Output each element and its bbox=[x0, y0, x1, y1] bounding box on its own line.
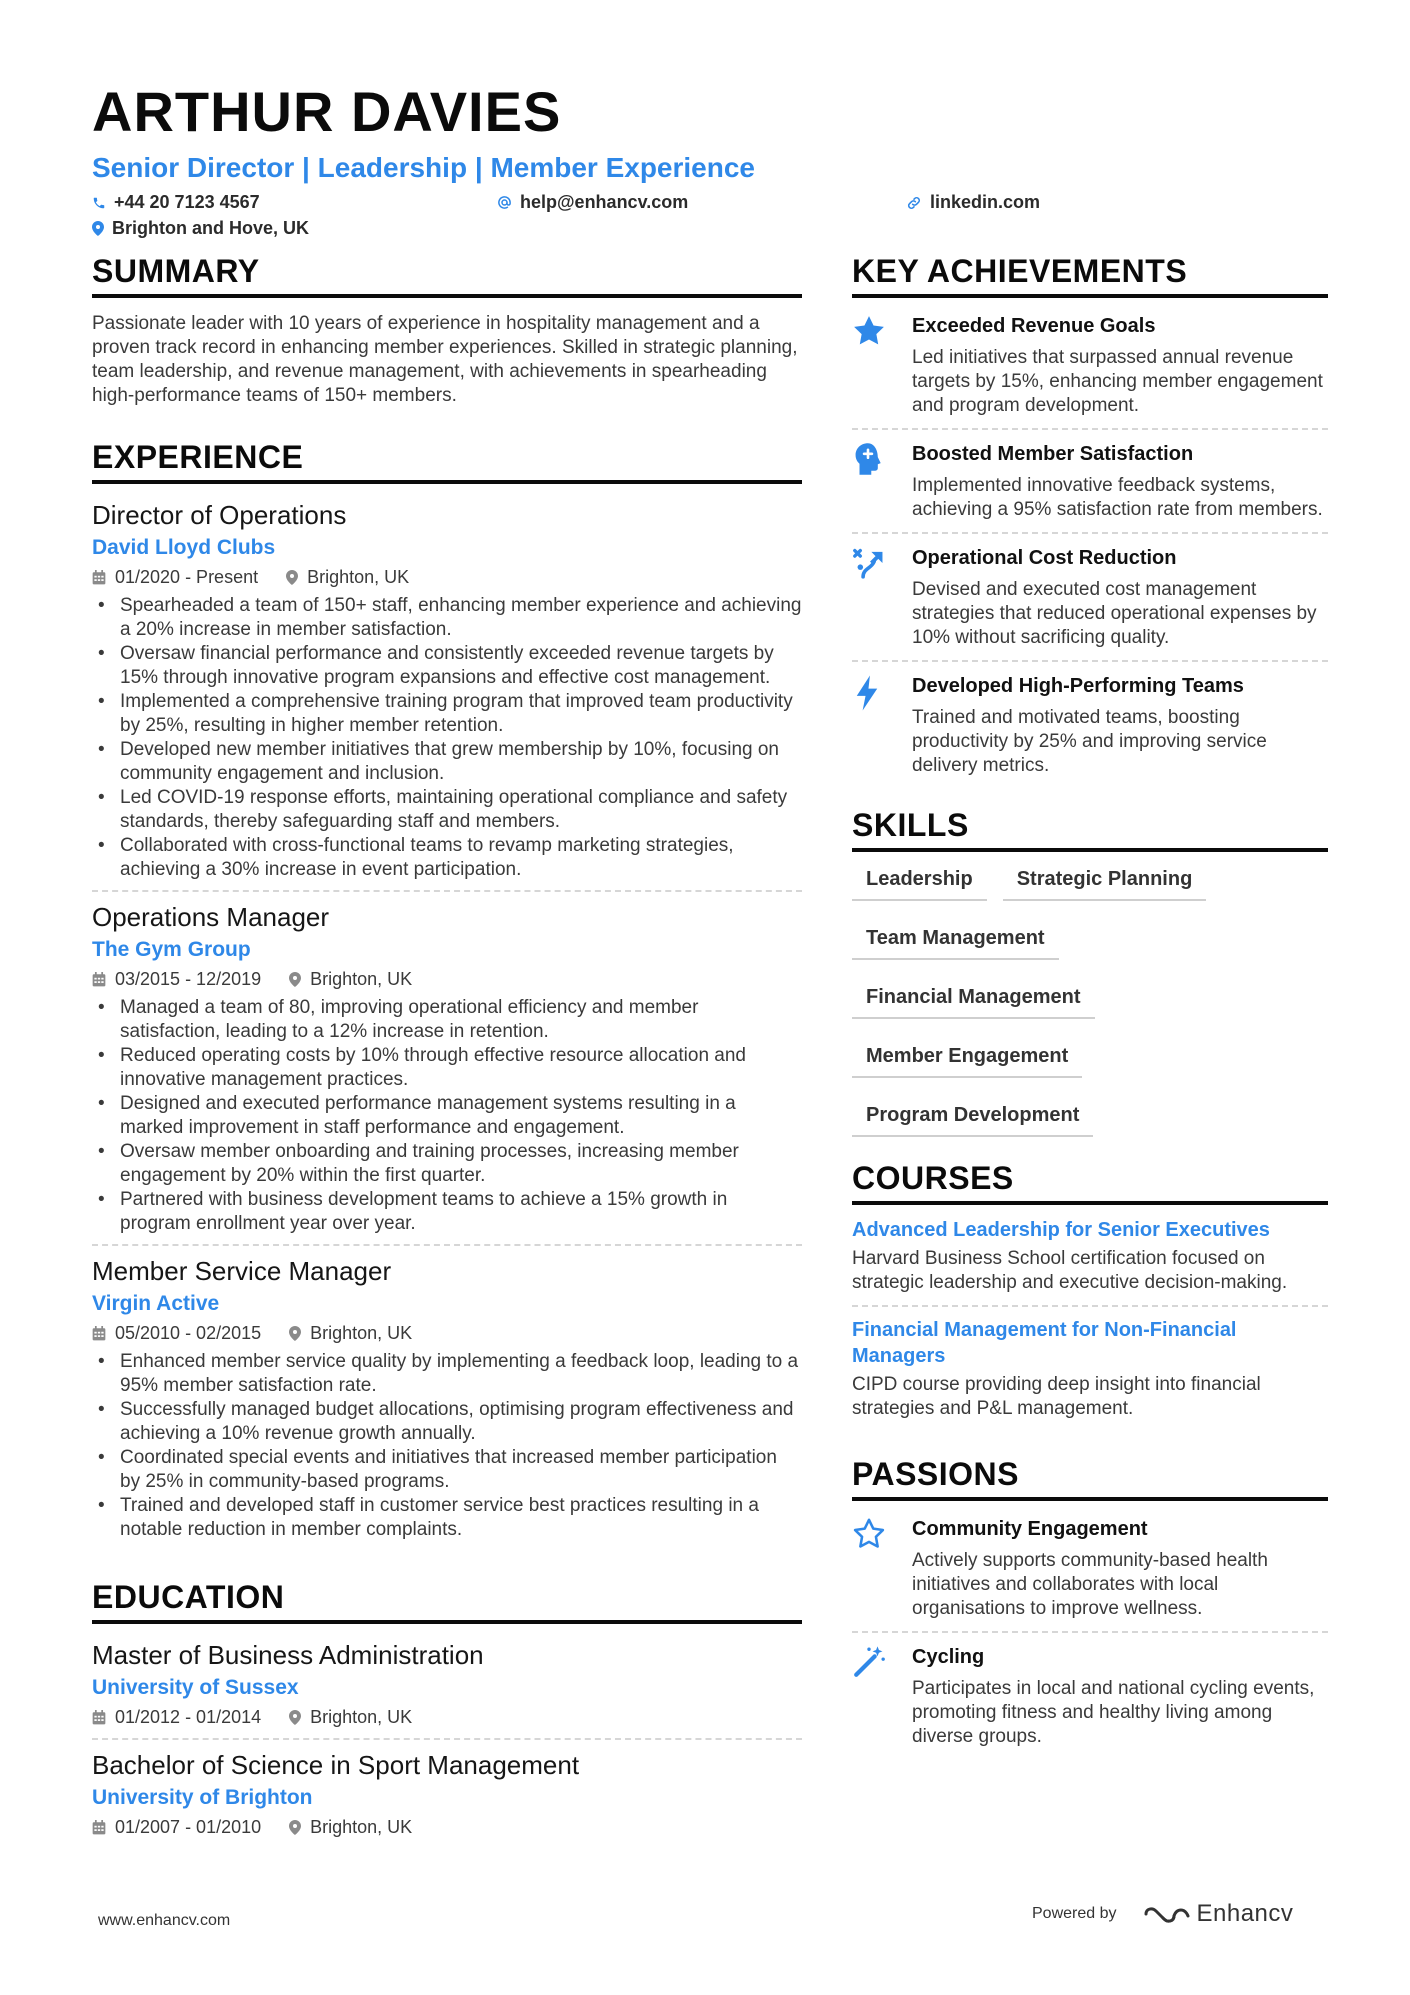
skill-tag: Strategic Planning bbox=[1003, 860, 1207, 901]
education-meta bbox=[92, 1704, 802, 1730]
contact-location bbox=[92, 218, 309, 239]
passion-desc: Actively supports community-based health initiatives and collaborates with local organisations to improve wellness. bbox=[912, 1550, 1268, 1619]
powered-by-label: Powered by bbox=[1032, 1905, 1117, 1922]
education-entry bbox=[92, 1738, 802, 1848]
skill-tag: Financial Management bbox=[852, 978, 1095, 1019]
job-bullet: • Enhanced member service quality by implementing a feedback loop, leading to a 95% member satisfaction rate. bbox=[92, 1350, 802, 1398]
contact-row bbox=[92, 192, 1332, 248]
location-pin-icon bbox=[289, 1820, 301, 1835]
location-pin-icon bbox=[92, 221, 104, 236]
job-bullet: • Designed and executed performance management systems resulting in a marked improvement in staff performance and engagement. bbox=[92, 1092, 802, 1140]
job-location-text: Brighton, UK bbox=[310, 969, 413, 989]
email-text: help@enhancv.com bbox=[520, 192, 689, 212]
job-dates bbox=[92, 1320, 261, 1346]
achievement-item bbox=[852, 302, 1328, 430]
skill-tag: Leadership bbox=[852, 860, 987, 901]
course-title[interactable]: Financial Management for Non-Financial Managers bbox=[852, 1319, 1237, 1367]
contact-email[interactable] bbox=[497, 192, 688, 213]
education-location bbox=[289, 1704, 412, 1730]
passion-item bbox=[852, 1633, 1328, 1759]
calendar-icon bbox=[92, 570, 106, 585]
job-bullet: • Led COVID-19 response efforts, maintaining operational compliance and safety standards, thereby safeguarding staff and members. bbox=[92, 786, 802, 834]
education-location bbox=[289, 1814, 412, 1840]
job-location bbox=[286, 564, 409, 590]
job-bullets bbox=[92, 594, 802, 882]
summary-section bbox=[92, 252, 802, 408]
passions-section bbox=[852, 1455, 1328, 1759]
job-meta bbox=[92, 1320, 802, 1346]
strategy-icon bbox=[852, 546, 888, 580]
left-column bbox=[92, 252, 802, 1848]
education-location-text: Brighton, UK bbox=[310, 1817, 413, 1837]
courses-section bbox=[852, 1159, 1328, 1431]
achievement-desc: Trained and motivated teams, boosting productivity by 25% and improving service delivery metrics. bbox=[912, 707, 1267, 776]
course-desc: CIPD course providing deep insight into financial strategies and P&L management. bbox=[852, 1374, 1261, 1419]
skills-list bbox=[852, 860, 1328, 1155]
footer-powered-by[interactable] bbox=[1032, 1900, 1293, 1928]
summary-heading: SUMMARY bbox=[92, 252, 802, 298]
lightning-icon bbox=[852, 674, 882, 712]
achievement-title: Boosted Member Satisfaction bbox=[912, 443, 1194, 465]
job-entry bbox=[92, 498, 802, 890]
calendar-icon bbox=[92, 1710, 106, 1725]
skills-section bbox=[852, 806, 1328, 1155]
star-icon bbox=[852, 314, 886, 348]
achievement-title: Exceeded Revenue Goals bbox=[912, 315, 1156, 337]
achievements-heading: KEY ACHIEVEMENTS bbox=[852, 252, 1328, 298]
job-dates-text: 05/2010 - 02/2015 bbox=[115, 1323, 262, 1343]
brand-name: Enhancv bbox=[1196, 1900, 1294, 1927]
phone-text: +44 20 7123 4567 bbox=[114, 192, 260, 212]
achievements-section bbox=[852, 252, 1328, 788]
job-bullet: • Spearheaded a team of 150+ staff, enhancing member experience and achieving a 20% increase in member satisfaction. bbox=[92, 594, 802, 642]
achievement-desc: Devised and executed cost management strategies that reduced operational expenses by 10% without sacrificing quality. bbox=[912, 579, 1317, 648]
job-bullet: • Oversaw financial performance and consistently exceeded revenue targets by 15% through innovative program expansions and effective cost management. bbox=[92, 642, 802, 690]
degree-title: Master of Business Administration bbox=[92, 1640, 484, 1670]
achievement-title: Developed High-Performing Teams bbox=[912, 675, 1244, 697]
job-bullet: • Reduced operating costs by 10% through effective resource allocation and innovative management practices. bbox=[92, 1044, 802, 1092]
location-pin-icon bbox=[289, 1710, 301, 1725]
passion-title: Cycling bbox=[912, 1646, 985, 1668]
job-location-text: Brighton, UK bbox=[310, 1323, 413, 1343]
education-dates-text: 01/2012 - 01/2014 bbox=[115, 1707, 262, 1727]
magic-wand-icon bbox=[852, 1645, 886, 1679]
job-bullet: • Trained and developed staff in customer service best practices resulting in a notable reduction in member complaints. bbox=[92, 1494, 802, 1542]
experience-heading: EXPERIENCE bbox=[92, 438, 802, 484]
star-outline-icon bbox=[852, 1517, 886, 1551]
job-dates-text: 01/2020 - Present bbox=[115, 567, 259, 587]
course-item bbox=[852, 1307, 1328, 1431]
job-dates bbox=[92, 966, 261, 992]
calendar-icon bbox=[92, 972, 106, 987]
education-heading: EDUCATION bbox=[92, 1578, 802, 1624]
location-pin-icon bbox=[286, 570, 298, 585]
summary-text: Passionate leader with 10 years of experience in hospitality management and a proven track record in enhancing member experiences. Skilled in strategic planning, team leadership, and revenue management, with achievements in spearheading high-performance teams of 150+ members. bbox=[92, 313, 798, 406]
passion-desc: Participates in local and national cycling events, promoting fitness and healthy living among diverse groups. bbox=[912, 1678, 1315, 1747]
right-column bbox=[852, 252, 1328, 1759]
contact-phone[interactable] bbox=[92, 192, 260, 213]
head-icon bbox=[852, 442, 884, 476]
footer-website[interactable]: www.enhancv.com bbox=[98, 1912, 231, 1929]
education-section bbox=[92, 1578, 802, 1848]
job-bullet: • Developed new member initiatives that grew membership by 10%, focusing on community engagement and inclusion. bbox=[92, 738, 802, 786]
job-dates bbox=[92, 564, 258, 590]
candidate-name: ARTHUR DAVIES bbox=[92, 80, 562, 143]
education-meta bbox=[92, 1814, 802, 1840]
courses-heading: COURSES bbox=[852, 1159, 1328, 1205]
job-dates-text: 03/2015 - 12/2019 bbox=[115, 969, 262, 989]
job-bullets bbox=[92, 996, 802, 1236]
job-entry bbox=[92, 890, 802, 1244]
candidate-role: Senior Director | Leadership | Member Experience bbox=[92, 152, 756, 183]
passions-heading: PASSIONS bbox=[852, 1455, 1328, 1501]
passion-title: Community Engagement bbox=[912, 1518, 1148, 1540]
job-title: Director of Operations bbox=[92, 500, 347, 530]
link-icon bbox=[906, 195, 922, 211]
experience-section bbox=[92, 438, 802, 1550]
skills-heading: SKILLS bbox=[852, 806, 1328, 852]
job-bullets bbox=[92, 1350, 802, 1542]
achievement-item bbox=[852, 662, 1328, 788]
linkedin-text: linkedin.com bbox=[930, 192, 1041, 212]
calendar-icon bbox=[92, 1820, 106, 1835]
course-desc: Harvard Business School certification focused on strategic leadership and executive decision-making. bbox=[852, 1248, 1288, 1293]
job-title: Member Service Manager bbox=[92, 1256, 392, 1286]
job-bullet: • Oversaw member onboarding and training processes, increasing member engagement by 20% within the first quarter. bbox=[92, 1140, 802, 1188]
job-bullet: • Implemented a comprehensive training program that improved team productivity by 25%, resulting in higher member retention. bbox=[92, 690, 802, 738]
phone-icon bbox=[92, 196, 106, 210]
job-bullet: • Managed a team of 80, improving operational efficiency and member satisfaction, leading to a 12% increase in retention. bbox=[92, 996, 802, 1044]
course-title[interactable]: Advanced Leadership for Senior Executives bbox=[852, 1219, 1270, 1241]
location-pin-icon bbox=[289, 972, 301, 987]
achievement-desc: Implemented innovative feedback systems, achieving a 95% satisfaction rate from members. bbox=[912, 475, 1323, 520]
location-pin-icon bbox=[289, 1326, 301, 1341]
job-bullet: • Collaborated with cross-functional teams to revamp marketing strategies, achieving a 30% increase in event participation. bbox=[92, 834, 802, 882]
degree-title: Bachelor of Science in Sport Management bbox=[92, 1750, 580, 1780]
contact-linkedin[interactable] bbox=[906, 192, 1040, 213]
passion-item bbox=[852, 1505, 1328, 1633]
course-item bbox=[852, 1213, 1328, 1307]
company-name[interactable]: The Gym Group bbox=[92, 938, 251, 961]
job-location bbox=[289, 1320, 412, 1346]
achievement-title: Operational Cost Reduction bbox=[912, 547, 1177, 569]
job-meta bbox=[92, 966, 802, 992]
job-bullet: • Successfully managed budget allocations, optimising program effectiveness and achieving a 10% revenue growth annually. bbox=[92, 1398, 802, 1446]
skill-tag: Team Management bbox=[852, 919, 1059, 960]
skill-tag: Program Development bbox=[852, 1096, 1093, 1137]
education-dates-text: 01/2007 - 01/2010 bbox=[115, 1817, 262, 1837]
calendar-icon bbox=[92, 1326, 106, 1341]
education-location-text: Brighton, UK bbox=[310, 1707, 413, 1727]
education-dates bbox=[92, 1814, 261, 1840]
location-text: Brighton and Hove, UK bbox=[112, 218, 309, 238]
school-name[interactable]: University of Sussex bbox=[92, 1676, 299, 1699]
achievement-item bbox=[852, 430, 1328, 534]
enhancv-logo-icon bbox=[1143, 1902, 1191, 1926]
company-name[interactable]: Virgin Active bbox=[92, 1292, 220, 1315]
education-entry bbox=[92, 1638, 802, 1738]
achievement-desc: Led initiatives that surpassed annual revenue targets by 15%, enhancing member engagement and program development. bbox=[912, 347, 1323, 416]
job-bullet: • Coordinated special events and initiatives that increased member participation by 25% in community-based programs. bbox=[92, 1446, 802, 1494]
skill-tag: Member Engagement bbox=[852, 1037, 1082, 1078]
company-name[interactable]: David Lloyd Clubs bbox=[92, 536, 276, 559]
job-title: Operations Manager bbox=[92, 902, 330, 932]
job-meta bbox=[92, 564, 802, 590]
header bbox=[92, 80, 1332, 248]
job-location-text: Brighton, UK bbox=[307, 567, 410, 587]
job-entry bbox=[92, 1244, 802, 1550]
school-name[interactable]: University of Brighton bbox=[92, 1786, 313, 1809]
education-dates bbox=[92, 1704, 261, 1730]
job-location bbox=[289, 966, 412, 992]
at-icon bbox=[497, 195, 512, 210]
job-bullet: • Partnered with business development teams to achieve a 15% growth in program enrollment year over year. bbox=[92, 1188, 802, 1236]
achievement-item bbox=[852, 534, 1328, 662]
